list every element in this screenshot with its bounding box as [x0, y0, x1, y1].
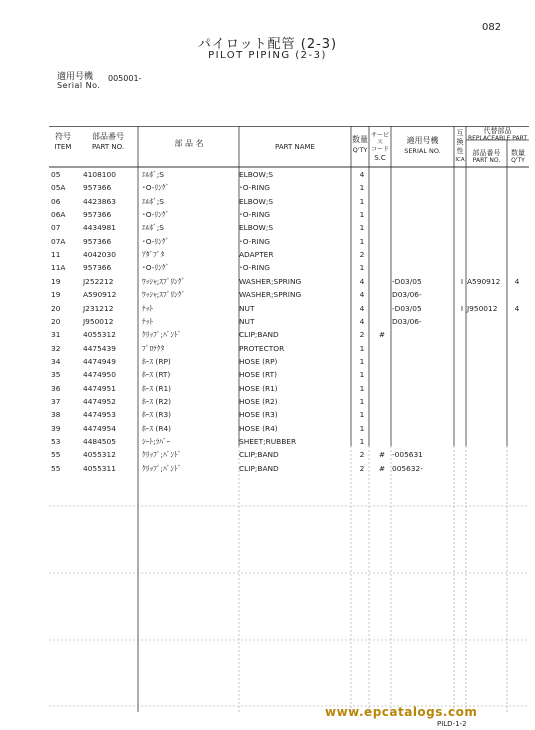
row-item: 11A	[51, 263, 66, 273]
table-row	[49, 248, 529, 261]
table-row	[49, 168, 529, 181]
serial-value: 005001-	[108, 74, 142, 83]
row-item: 35	[51, 370, 61, 380]
table-row	[49, 408, 529, 421]
table-row	[49, 221, 529, 234]
parts-table	[49, 126, 529, 712]
row-part-no: 4055311	[83, 463, 116, 473]
row-qty: 1	[359, 410, 365, 420]
row-part-no: 4474952	[83, 396, 116, 406]
row-part-no: 957366	[83, 210, 112, 220]
page-number: 082	[482, 22, 502, 33]
header-serial: 適用号機 SERIAL NO.	[404, 136, 441, 155]
row-name-jp: ﾎｰｽ (RP)	[142, 356, 171, 366]
row-name-jp: ｸﾘｯﾌﾟ;ﾊﾞﾝﾄﾞ	[142, 330, 182, 340]
row-qty: 2	[359, 450, 365, 460]
row-name-jp: ﾎｰｽ (R4)	[142, 423, 172, 433]
row-part-no: 4474954	[83, 423, 116, 433]
table-row	[49, 462, 529, 475]
row-item: 55	[51, 450, 61, 460]
row-name-jp: ﾜｯｼｬ;ｽﾌﾟﾘﾝｸﾞ	[142, 290, 186, 300]
header-repl-qty: 数量 Q'TY	[511, 149, 525, 164]
row-qty: 1	[359, 370, 365, 380]
row-name-jp: ﾅｯﾄ	[142, 303, 154, 313]
row-part-name: HOSE (RT)	[239, 370, 277, 380]
header-part-name: PART NAME	[275, 143, 315, 151]
table-row	[49, 275, 529, 288]
row-part-name: WASHER;SPRING	[239, 276, 302, 286]
row-part-name: NUT	[239, 303, 255, 313]
row-part-name: ELBOW;S	[239, 170, 274, 179]
row-part-no: 4434981	[83, 223, 116, 233]
row-qty: 4	[359, 170, 365, 179]
row-name-jp: ･O-ﾘﾝｸﾞ	[142, 236, 170, 246]
row-name-jp: ｸﾘｯﾌﾟ;ﾊﾞﾝﾄﾞ	[142, 463, 182, 473]
table-row	[49, 235, 529, 248]
row-name-jp: ﾌﾟﾛﾃｸﾀ	[142, 343, 165, 353]
row-sc: #	[378, 330, 386, 340]
row-name-jp: ･O-ﾘﾝｸﾞ	[142, 183, 170, 193]
row-part-name: ･O-RING	[239, 236, 270, 246]
row-part-no: J231212	[83, 303, 114, 313]
row-qty: 1	[359, 383, 365, 393]
row-item: 53	[51, 437, 61, 446]
row-item: 34	[51, 356, 61, 366]
row-name-jp: ｼｰﾄ;ﾗﾊﾞｰ	[142, 437, 171, 446]
table-row	[49, 422, 529, 435]
row-qty: 1	[359, 356, 365, 366]
table-row	[49, 261, 529, 274]
row-part-name: ･O-RING	[239, 210, 270, 220]
row-item: 06A	[51, 210, 66, 220]
row-part-no: 957366	[83, 183, 112, 193]
watermark-text: www.epcatalogs.com	[325, 705, 478, 719]
row-item: 37	[51, 396, 61, 406]
table-row	[49, 435, 529, 448]
table-row	[49, 195, 529, 208]
row-item: 38	[51, 410, 61, 420]
row-qty: 1	[359, 437, 365, 446]
row-item: 07	[51, 223, 61, 233]
row-part-name: ELBOW;S	[239, 196, 274, 206]
row-part-name: ･O-RING	[239, 263, 270, 273]
row-part-no: A590912	[83, 290, 117, 300]
row-part-no: J252212	[83, 276, 114, 286]
row-qty: 2	[359, 463, 365, 473]
row-item: 05A	[51, 183, 66, 193]
row-part-name: ELBOW;S	[239, 223, 274, 233]
table-row	[49, 355, 529, 368]
row-part-no: 4484505	[83, 437, 116, 446]
row-part-no: 4475439	[83, 343, 116, 353]
page-title-en: PILOT PIPING (2-3)	[208, 50, 327, 61]
page-title-jp: パイロット配管 (2-3)	[197, 37, 338, 52]
header-repl-part: 部品番号 PART NO.	[472, 149, 501, 164]
row-qty: 1	[359, 210, 365, 220]
row-part-no: 4108100	[83, 170, 116, 179]
row-ica: I	[460, 276, 464, 286]
row-qty: 1	[359, 396, 365, 406]
row-part-name: CLIP;BAND	[239, 330, 279, 340]
table-row	[49, 181, 529, 194]
row-serial: -D03/05	[392, 303, 422, 313]
row-serial: -005631	[392, 450, 423, 460]
header-part-no: 部品番号 PART NO.	[91, 132, 125, 151]
row-name-jp: ･O-ﾘﾝｸﾞ	[142, 210, 170, 220]
row-qty: 1	[359, 423, 365, 433]
row-qty: 1	[359, 263, 365, 273]
row-qty: 2	[359, 250, 365, 260]
row-qty: 4	[359, 316, 365, 326]
row-part-no: 4474953	[83, 410, 116, 420]
row-part-no: J950012	[83, 316, 114, 326]
row-item: 20	[51, 303, 61, 313]
table-row	[49, 342, 529, 355]
row-name-jp: ﾎｰｽ (R3)	[142, 410, 172, 420]
row-serial: D03/06-	[392, 316, 422, 326]
row-name-jp: ｱﾀﾞﾌﾟﾀ	[142, 250, 165, 260]
row-name-jp: ﾎｰｽ (R2)	[142, 396, 172, 406]
row-part-name: HOSE (R1)	[239, 383, 278, 393]
row-repl-qty: 4	[514, 276, 520, 286]
row-qty: 4	[359, 290, 365, 300]
row-name-jp: ﾜｯｼｬ;ｽﾌﾟﾘﾝｸﾞ	[142, 276, 186, 286]
row-name-jp: ｴﾙﾎﾞ;S	[142, 170, 164, 179]
row-item: 05	[51, 170, 61, 179]
table-row	[49, 368, 529, 381]
row-serial: -D03/05	[392, 276, 422, 286]
row-item: 31	[51, 330, 61, 340]
footer-code: PILD-1-2	[437, 720, 467, 728]
header-ica: 互換性 ICA	[455, 129, 465, 163]
row-part-no: 4042030	[83, 250, 116, 260]
row-name-jp: ﾅｯﾄ	[142, 316, 154, 326]
header-qty: 数量 Q'TY	[352, 135, 368, 154]
row-item: 39	[51, 423, 61, 433]
row-serial: D03/06-	[392, 290, 422, 300]
table-row	[49, 315, 529, 328]
row-name-jp: ｴﾙﾎﾞ;S	[142, 223, 164, 233]
row-name-jp: ｸﾘｯﾌﾟ;ﾊﾞﾝﾄﾞ	[142, 450, 182, 460]
row-qty: 2	[359, 330, 365, 340]
row-qty: 1	[359, 196, 365, 206]
header-item: 符号 ITEM	[54, 132, 72, 151]
row-part-no: 4423863	[83, 196, 116, 206]
row-part-name: ･O-RING	[239, 183, 270, 193]
header-sc: サービス コード S.C	[370, 132, 389, 162]
row-repl-part: A590912	[467, 276, 501, 286]
row-name-jp: ｴﾙﾎﾞ;S	[142, 196, 164, 206]
row-item: 20	[51, 316, 61, 326]
row-part-name: HOSE (R4)	[239, 423, 278, 433]
row-item: 11	[51, 250, 61, 260]
serial-label-en: Serial No.	[57, 81, 101, 90]
row-part-name: NUT	[239, 316, 255, 326]
table-row	[49, 302, 529, 315]
row-item: 19	[51, 276, 61, 286]
row-qty: 1	[359, 343, 365, 353]
row-item: 19	[51, 290, 61, 300]
row-part-no: 4474951	[83, 383, 116, 393]
serial-label-jp: 適用号機	[57, 72, 94, 82]
row-sc: #	[378, 463, 386, 473]
row-item: 32	[51, 343, 61, 353]
row-repl-part: J950012	[467, 303, 498, 313]
table-row	[49, 395, 529, 408]
table-row	[49, 448, 529, 461]
row-name-jp: ﾎｰｽ (R1)	[142, 383, 172, 393]
row-qty: 1	[359, 183, 365, 193]
row-part-name: PROTECTOR	[239, 343, 285, 353]
table-row	[49, 288, 529, 301]
row-name-jp: ･O-ﾘﾝｸﾞ	[142, 263, 170, 273]
row-qty: 1	[359, 236, 365, 246]
row-qty: 4	[359, 303, 365, 313]
table-row	[49, 382, 529, 395]
row-part-name: CLIP;BAND	[239, 463, 279, 473]
row-name-jp: ﾎｰｽ (RT)	[142, 370, 171, 380]
table-row	[49, 208, 529, 221]
row-sc: #	[378, 450, 386, 460]
row-item: 07A	[51, 236, 66, 246]
row-part-name: HOSE (RP)	[239, 356, 278, 366]
row-part-name: WASHER;SPRING	[239, 290, 302, 300]
row-part-name: ADAPTER	[239, 250, 274, 260]
header-name-jp: 部 品 名	[174, 139, 204, 148]
row-ica: I	[460, 303, 464, 313]
row-qty: 1	[359, 223, 365, 233]
row-qty: 4	[359, 276, 365, 286]
row-part-no: 957366	[83, 236, 112, 246]
header-replaceable: 代替部品 REPLACEABLE PART	[467, 127, 528, 142]
row-part-no: 4474949	[83, 356, 116, 366]
row-item: 55	[51, 463, 61, 473]
row-item: 06	[51, 196, 61, 206]
row-part-no: 4474950	[83, 370, 116, 380]
row-part-no: 4055312	[83, 330, 116, 340]
row-repl-qty: 4	[514, 303, 520, 313]
row-serial: 005632-	[392, 463, 423, 473]
row-part-name: HOSE (R3)	[239, 410, 278, 420]
row-part-name: HOSE (R2)	[239, 396, 278, 406]
row-item: 36	[51, 383, 61, 393]
row-part-name: SHEET;RUBBER	[239, 437, 297, 446]
row-part-no: 957366	[83, 263, 112, 273]
row-part-name: CLIP;BAND	[239, 450, 279, 460]
row-part-no: 4055312	[83, 450, 116, 460]
table-row	[49, 328, 529, 341]
